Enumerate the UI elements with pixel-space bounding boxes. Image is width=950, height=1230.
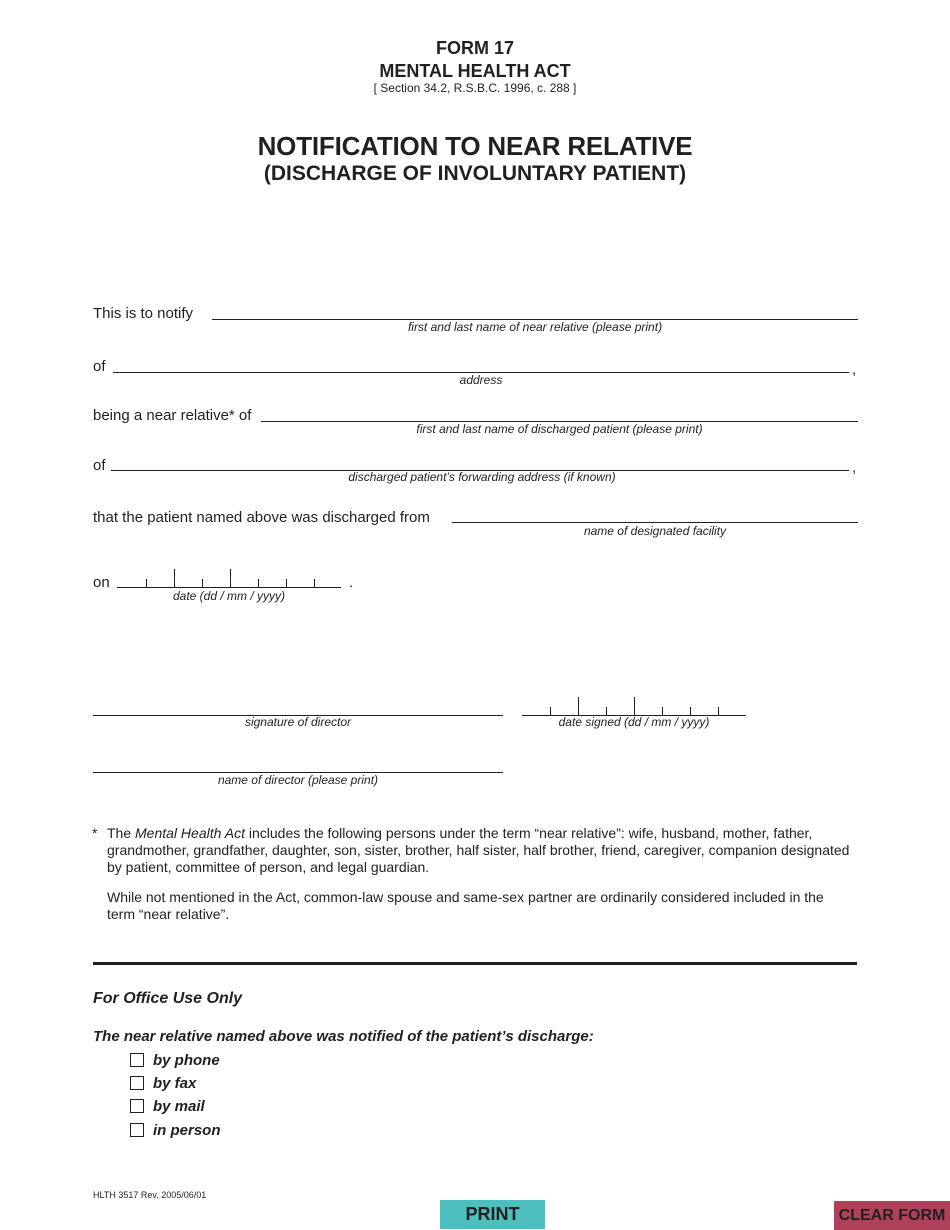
option-by-fax [130, 1073, 196, 1093]
comma-2: , [852, 459, 857, 476]
option-by-phone [130, 1050, 220, 1070]
signature-caption: signature of director [244, 715, 352, 729]
section-divider [93, 962, 857, 965]
office-use-heading: For Office Use Only [93, 990, 243, 1007]
discharged-from-label: that the patient named above was discharged from [93, 509, 430, 526]
office-use-question: The near relative named above was notified of the patient’s discharge: [93, 1028, 594, 1045]
section-reference: [ Section 34.2, R.S.B.C. 1996, c. 288 ] [373, 81, 577, 95]
by-phone-label: by phone [153, 1051, 220, 1069]
page-subtitle: (DISCHARGE OF INVOLUNTARY PATIENT) [263, 162, 687, 185]
comma: , [852, 361, 857, 378]
near-relative-name-caption: first and last name of near relative (please print) [407, 320, 663, 334]
near-relative-label: being a near relative* of [93, 407, 252, 424]
forwarding-address-caption: discharged patient’s forwarding address (if known) [348, 470, 616, 484]
option-by-mail [130, 1096, 205, 1116]
of-label-2: of [93, 457, 106, 474]
in-person-checkbox[interactable] [130, 1123, 144, 1137]
notify-label: This is to notify [93, 305, 194, 322]
on-label: on [93, 574, 110, 591]
date-signed-field[interactable] [522, 697, 746, 716]
address-caption: address [459, 373, 503, 387]
date-signed-caption: date signed (dd / mm / yyyy) [558, 715, 710, 729]
discharge-date-field[interactable] [117, 569, 341, 588]
footnote-paragraph-2: While not mentioned in the Act, common-law spouse and same-sex partner are ordinarily considered included in the term “near relative”. [107, 889, 824, 922]
footnote-asterisk: * [92, 825, 98, 841]
in-person-label: in person [153, 1121, 221, 1139]
footnote-text-start: The [107, 825, 136, 841]
form-code: HLTH 3517 Rev. 2005/06/01 [93, 1190, 207, 1200]
page-title: NOTIFICATION TO NEAR RELATIVE [257, 131, 693, 161]
act-name-italic: Mental Health Act [135, 825, 245, 841]
by-fax-label: by fax [153, 1074, 197, 1092]
by-fax-checkbox[interactable] [130, 1076, 144, 1090]
period: . [349, 574, 354, 591]
option-in-person [130, 1120, 221, 1140]
clear-form-button[interactable]: CLEAR FORM [834, 1201, 950, 1230]
print-button[interactable]: PRINT [440, 1200, 545, 1229]
by-mail-checkbox[interactable] [130, 1099, 144, 1113]
director-name-caption: name of director (please print) [217, 773, 379, 787]
by-mail-label: by mail [153, 1097, 205, 1115]
patient-name-caption: first and last name of discharged patient (please print) [416, 422, 703, 436]
act-name: MENTAL HEALTH ACT [379, 61, 571, 81]
by-phone-checkbox[interactable] [130, 1053, 144, 1067]
date-caption: date (dd / mm / yyyy) [172, 589, 286, 603]
facility-caption: name of designated facility [583, 524, 727, 538]
footnote-paragraph-1 [107, 825, 859, 876]
of-label: of [93, 358, 106, 375]
form-number: FORM 17 [435, 38, 514, 58]
footnote-text-rest: includes the following persons under the term “near relative”: wife, husband, mother, father, grandmother, grandfather, daughter, son, sister, brother, half sister, half brother, friend, caregiver, companion designated by patient, committee of person, and legal guardian. [107, 825, 850, 875]
facility-name-field[interactable] [452, 522, 858, 523]
